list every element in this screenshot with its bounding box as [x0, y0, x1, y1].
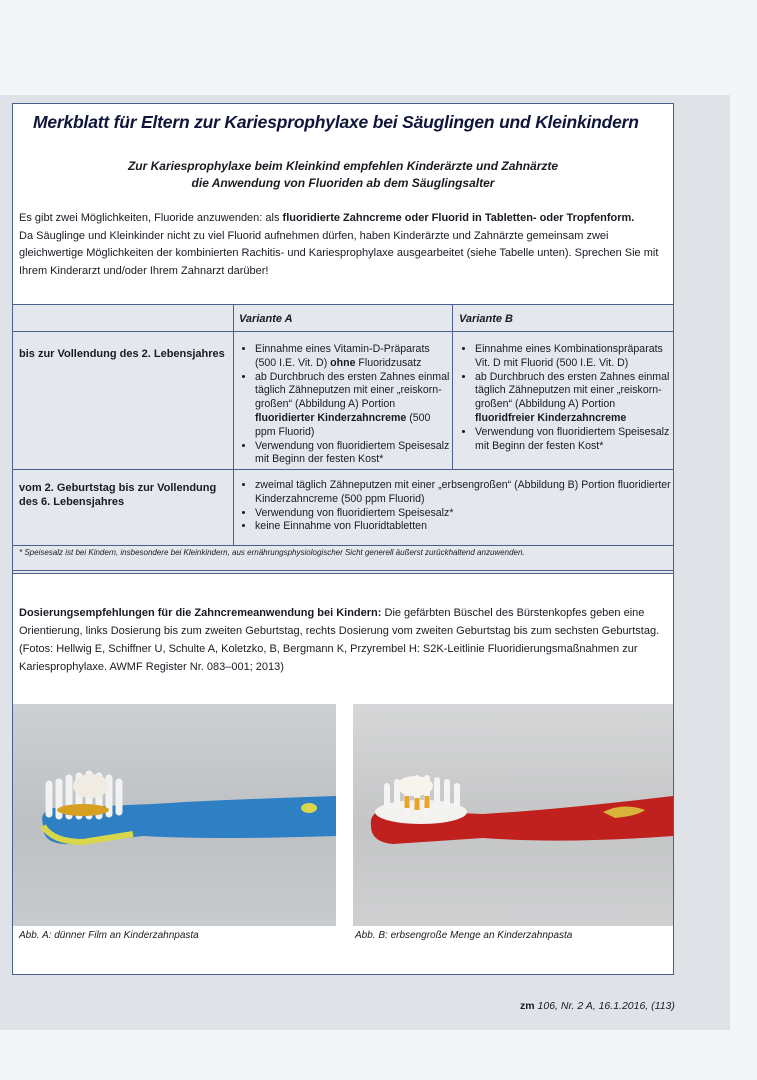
photo-toothbrush-a — [13, 704, 336, 926]
caption-a: Abb. A: dünner Film an Kinderzahnpasta — [19, 930, 199, 941]
list-item: • Verwendung von fluoridiertem Speisesalz mit Beginn der festen Kost* — [255, 440, 451, 468]
list-item: • Einnahme eines Kombinationspräparats Vit. D mit Fluorid (500 I.E. Vit. D) — [475, 343, 677, 371]
list-item: • keine Einnahme von Fluoridtabletten — [255, 520, 675, 534]
cell-variant-b — [455, 343, 677, 453]
table-row-line — [13, 469, 673, 470]
footer-brand: zm — [520, 1000, 535, 1012]
table-footnote: * Speisesalz ist bei Kindern, insbesondere bei Kleinkindern, aus ernährungsphysiologischer Sicht generell äußerst zurückhaltend anzuwenden. — [19, 548, 525, 557]
photo-toothbrush-b — [353, 704, 673, 926]
row-label-under-2: bis zur Vollendung des 2. Lebensjahres — [19, 348, 225, 360]
toothbrush-red-image — [353, 704, 673, 926]
list-item: • ab Durchbruch des ersten Zahnes einmal täglich Zähneputzen mit einer „reiskorn-großen“ (Abbildung A) Portion fluoridfreier Kinderzahncreme — [475, 371, 677, 426]
subtitle-line-2: die Anwendung von Fluoriden ab dem Säuglingsalter — [191, 176, 495, 190]
sheet-title: Merkblatt für Eltern zur Kariesprophylaxe bei Säuglingen und Kleinkindern — [33, 112, 639, 132]
dosing-recommendation — [19, 604, 669, 676]
footer-issue: 106, Nr. 2 A, 16.1.2016, (113) — [534, 1000, 675, 1012]
dosing-text: Die gefärbten Büschel des Bürstenkopfes geben eine Orientierung, links Dosierung bis zum zweiten Geburtstag, rechts Dosierung vom zweiten Geburtstag bis zum sechsten Geburtstag. (Fotos: Hellwig E, Schiffner U, Schulte A, Koletzko, B, Bergmann K, Przyrembel H: S2K-Leitlinie Fluoridierungsmaßnahmen zur Kariesprophylaxe. AWMF Register Nr. 083–001; 2013) — [19, 607, 660, 673]
table-footnote-line — [13, 545, 673, 546]
cell-both-variants — [235, 479, 675, 534]
intro-p1-bold: fluoridierte Zahncreme oder Fluorid in Tabletten- oder Tropfenform. — [282, 212, 635, 224]
prophylaxis-table — [13, 304, 673, 574]
list-item: • zweimal täglich Zähneputzen mit einer „erbsengroßen“ (Abbildung B) Portion fluoridierter Kinderzahncreme (500 ppm Fluorid) — [255, 479, 675, 507]
sheet-subtitle — [63, 158, 623, 192]
list-item: • Verwendung von fluoridiertem Speisesalz* — [255, 507, 675, 521]
table-divider-1 — [233, 305, 234, 545]
info-sheet — [12, 103, 674, 975]
toothbrush-blue-image — [13, 704, 336, 926]
cell-variant-a — [235, 343, 451, 467]
intro-paragraph-2: Da Säuglinge und Kleinkinder nicht zu viel Fluorid aufnehmen dürfen, haben Kinderärzte und Zahnärzte gemeinsam zwei gleichwertige Möglichkeiten der kombinierten Rachitis- und Kariesprophylaxe ausgearbeitet (siehe Tabelle unten). Sprechen Sie mit Ihrem Kinderarzt und/oder Ihrem Zahnarzt darüber! — [19, 229, 659, 277]
table-divider-2 — [452, 305, 453, 469]
intro-text — [19, 210, 667, 280]
caption-b: Abb. B: erbsengroße Menge an Kinderzahnpasta — [355, 930, 573, 941]
row-label-2-to-6: vom 2. Geburtstag bis zur Vollendung des 6. Lebensjahres — [19, 482, 217, 508]
list-item: • Einnahme eines Vitamin-D-Präparats (500 I.E. Vit. D) ohne Fluoridzusatz — [255, 343, 451, 371]
header-variant-a: Variante A — [239, 313, 293, 325]
intro-paragraph-1 — [19, 210, 667, 228]
dosing-heading: Dosierungsempfehlungen für die Zahncremeanwendung bei Kindern: — [19, 607, 382, 619]
list-item: • ab Durchbruch des ersten Zahnes einmal täglich Zähneputzen mit einer „reiskorn-großen“ (Abbildung A) Portion fluoridierter Kinderzahncreme (500 ppm Fluorid) — [255, 371, 451, 440]
table-header-line — [13, 331, 673, 332]
header-variant-b: Variante B — [459, 313, 514, 325]
page-footer — [520, 1000, 675, 1012]
subtitle-line-1: Zur Kariesprophylaxe beim Kleinkind empfehlen Kinderärzte und Zahnärzte — [127, 159, 559, 173]
intro-p1-text: Es gibt zwei Möglichkeiten, Fluoride anzuwenden: als — [19, 212, 283, 224]
section-divider — [13, 570, 673, 571]
list-item: • Verwendung von fluoridiertem Speisesalz mit Beginn der festen Kost* — [475, 426, 677, 454]
